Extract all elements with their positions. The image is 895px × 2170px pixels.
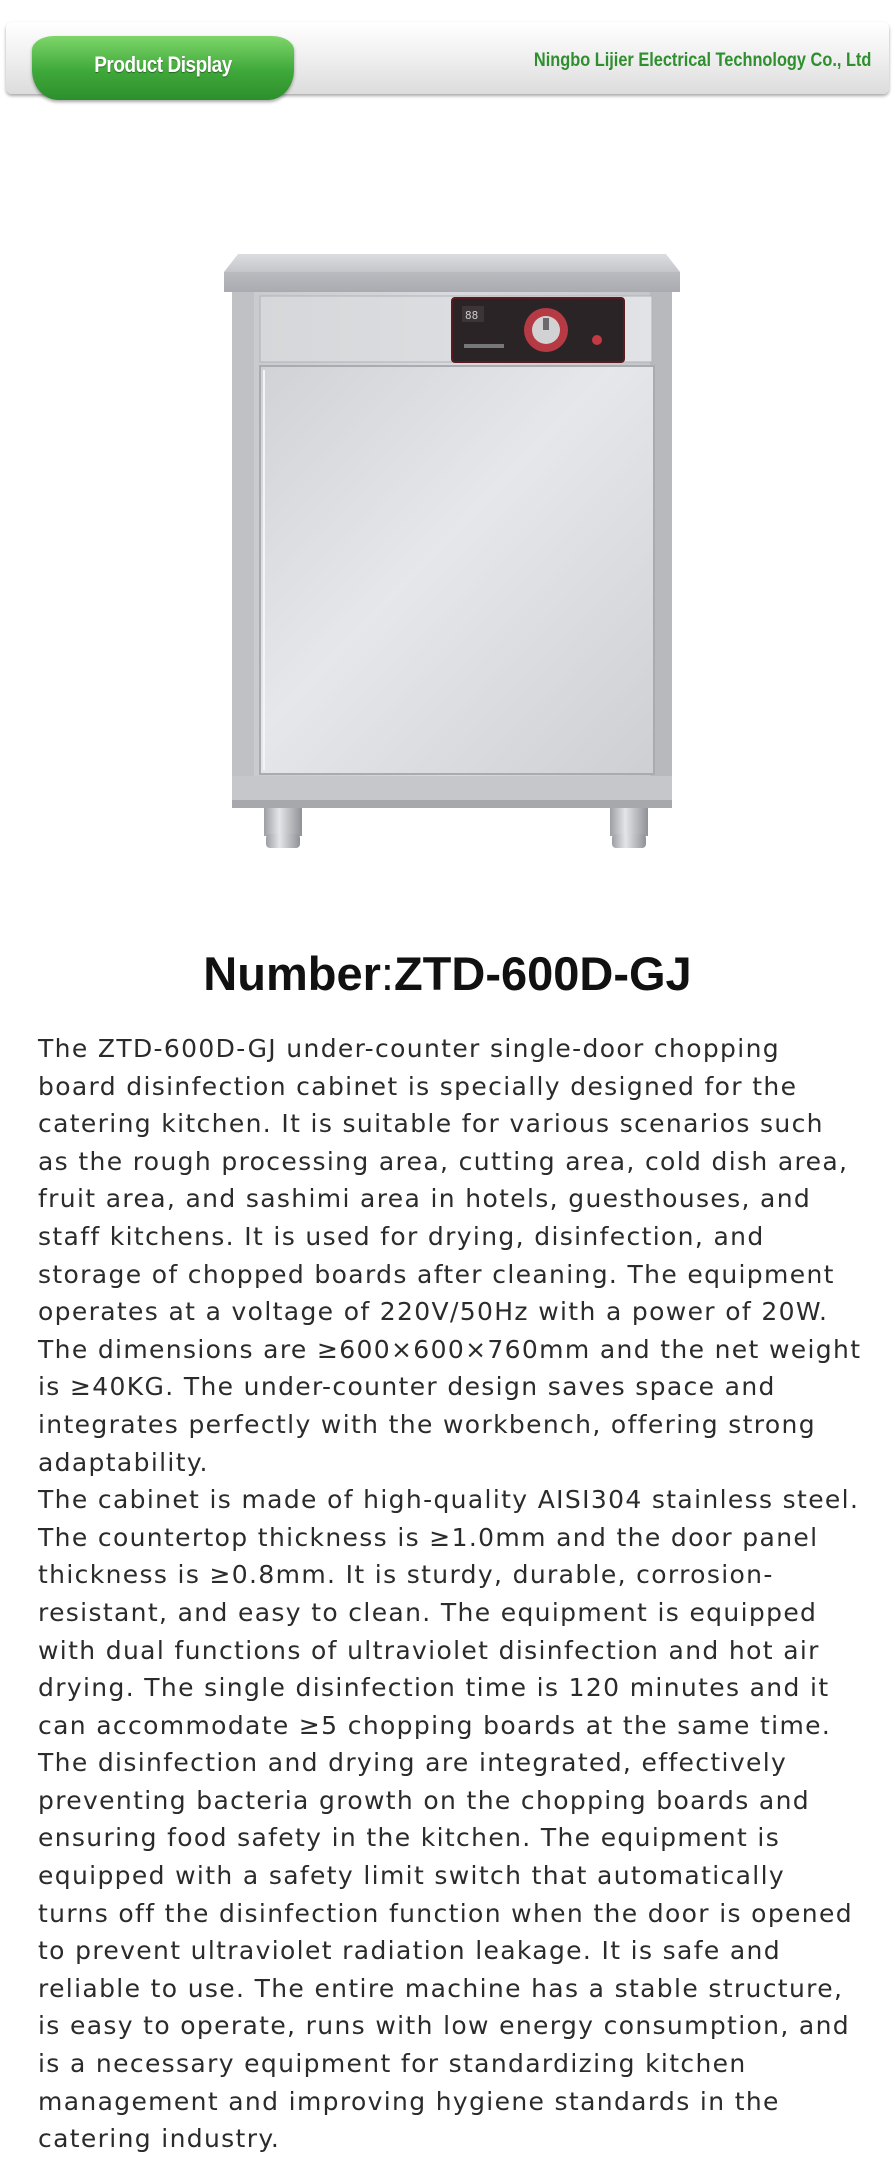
company-name: Ningbo Lijier Electrical Technology Co., Ltd bbox=[533, 50, 871, 71]
model-value: ZTD-600D-GJ bbox=[393, 947, 692, 1000]
description-paragraph: The cabinet is made of high-quality AISI304 stainless steel. The countertop thickness is ≥1.0mm and the door panel thickness is ≥0.8mm. It is sturdy, durable, corrosion-resistant, and easy to clean. The equipment is equipped with dual functions of ultraviolet disinfection and hot air drying. The single disinfection time is 120 minutes and it can accommodate ≥5 chopping boards at the same time. The disinfection and drying are integrated, effectively preventing bacteria growth on the chopping boards and ensuring food safety in the kitchen. The equipment is equipped with a safety limit switch that automatically turns off the disinfection function when the door is opened to prevent ultraviolet radiation leakage. It is safe and reliable to use. The entire machine has a stable structure, is easy to operate, runs with low energy consumption, and is a necessary equipment for standardizing kitchen management and improving hygiene standards in the catering industry. bbox=[38, 1485, 860, 2154]
model-number bbox=[0, 946, 895, 1001]
model-separator: : bbox=[380, 947, 394, 1000]
svg-text:88: 88 bbox=[465, 309, 479, 322]
product-image bbox=[224, 236, 680, 848]
product-display-tab[interactable] bbox=[32, 36, 294, 100]
model-label: Number bbox=[203, 947, 381, 1000]
description-paragraph: The ZTD-600D-GJ under-counter single-door chopping board disinfection cabinet is specially designed for the catering kitchen. It is suitable for various scenarios such as the rough processing area, cutting area, cold dish area, fruit area, and sashimi area in hotels, guesthouses, and staff kitchens. It is used for drying, disinfection, and storage of chopped boards after cleaning. The equipment operates at a voltage of 220V/50Hz with a power of 20W. The dimensions are ≥600×600×760mm and the net weight is ≥40KG. The under-counter design saves space and integrates perfectly with the workbench, offering strong adaptability. bbox=[38, 1034, 862, 1477]
disinfection-cabinet-icon bbox=[224, 236, 680, 848]
product-description bbox=[38, 1030, 864, 2158]
header-bar bbox=[6, 22, 889, 94]
tab-label: Product Display bbox=[94, 52, 232, 77]
